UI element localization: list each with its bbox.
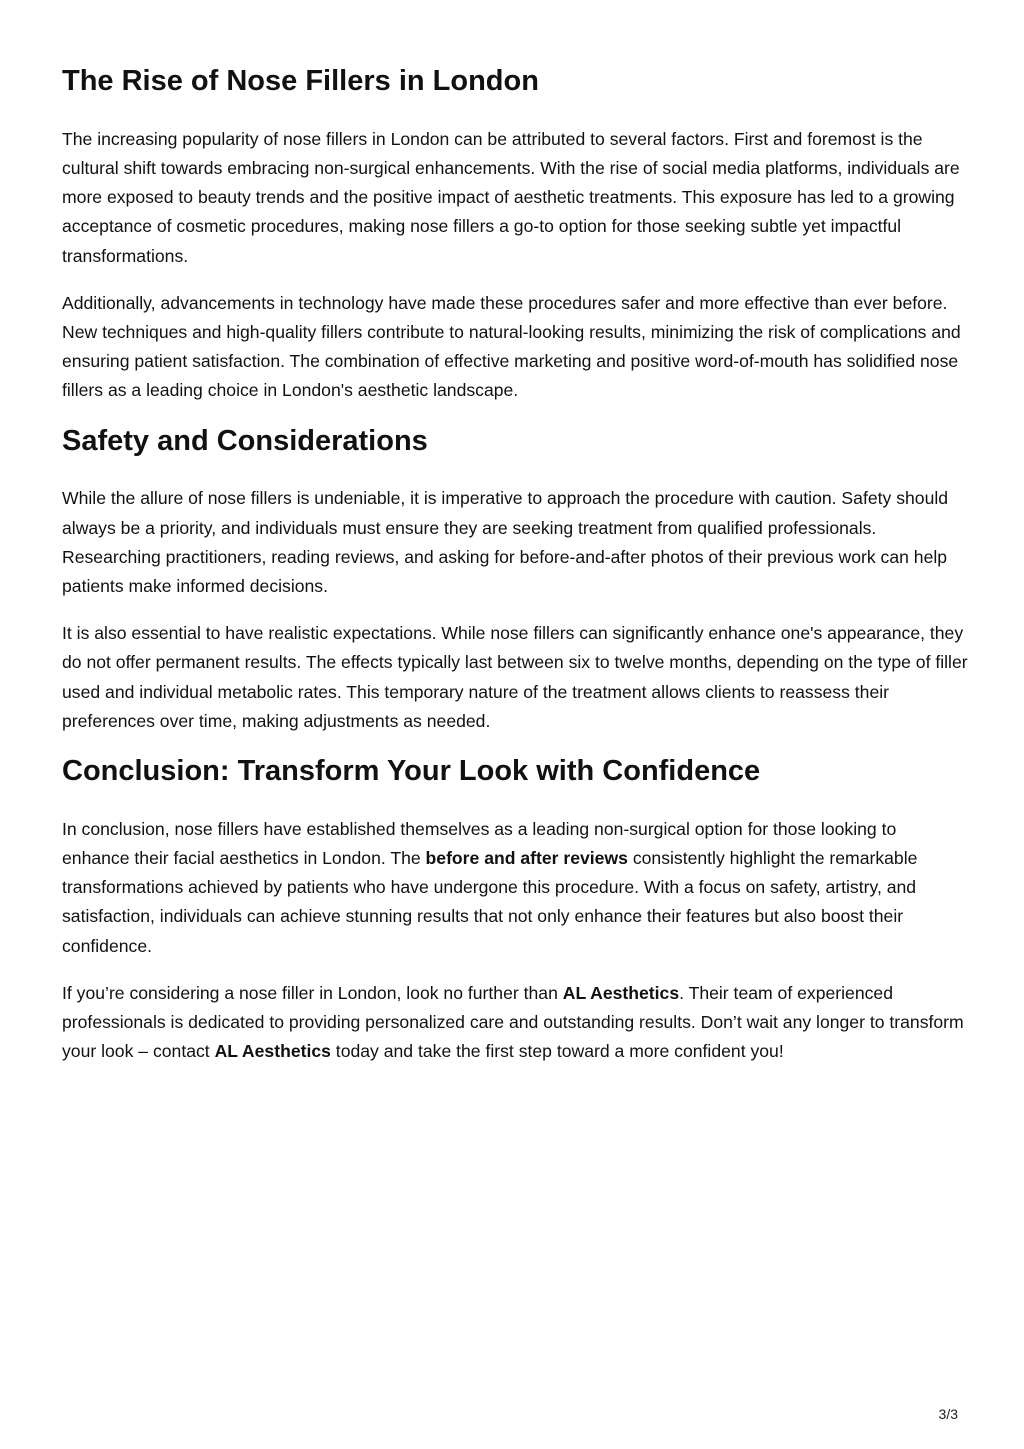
bold-phrase-before-after-reviews: before and after reviews: [425, 848, 628, 869]
section-conclusion: [62, 754, 968, 1066]
paragraph: It is also essential to have realistic expectations. While nose fillers can significantly enhance one's appearance, they do not offer permanent results. The effects typically last between six to twelve months, depending on the type of filler used and individual metabolic rates. This temporary nature of the treatment allows clients to reassess their preferences over time, making adjustments as needed.: [62, 623, 968, 731]
section-heading: The Rise of Nose Fillers in London: [62, 65, 539, 97]
bold-brand-name: AL Aesthetics: [214, 1041, 331, 1062]
section-safety-considerations: [62, 424, 968, 736]
paragraph: While the allure of nose fillers is undeniable, it is imperative to approach the procedure with caution. Safety should always be a priority, and individuals must ensure they are seeking treatment from qualified professionals. Researching practitioners, reading reviews, and asking for before-and-after photos of their previous work can help patients make informed decisions.: [62, 488, 949, 597]
document-page: [62, 64, 968, 1084]
bold-brand-name: AL Aesthetics: [562, 982, 680, 1003]
text-run: consistently highlight the remarkable transformations achieved by patients who have undergone this procedure. With a focus on safety, artistry, and satisfaction, individuals can achieve stunning results that not only enhance their features but also boost their confidence.: [62, 848, 918, 956]
paragraph: The increasing popularity of nose fillers in London can be attributed to several factors. First and foremost is the cultural shift towards embracing non-surgical enhancements. With the rise of social media platforms, individuals are more exposed to beauty trends and the positive impact of aesthetic treatments. This exposure has led to a growing acceptance of cosmetic procedures, making nose fillers a go-to option for those seeking subtle yet impactful transformations.: [62, 128, 960, 266]
paragraph: [62, 815, 968, 961]
text-run: today and take the first step toward a more confident you!: [330, 1041, 784, 1062]
section-rise-of-nose-fillers: [62, 64, 968, 406]
text-run: In conclusion, nose fillers have established themselves as a leading non-surgical option for those looking to enhance their facial aesthetics in London. The: [62, 818, 897, 869]
paragraph: Additionally, advancements in technology have made these procedures safer and more effective than ever before. New techniques and high-quality fillers contribute to natural-looking results, minimizing the risk of complications and ensuring patient satisfaction. The combination of effective marketing and positive word-of-mouth has solidified nose fillers as a leading choice in London's aesthetic landscape.: [62, 292, 961, 401]
section-heading: Safety and Considerations: [62, 424, 428, 457]
text-run: If you’re considering a nose filler in London, look no further than: [62, 982, 563, 1003]
page-number: 3/3: [938, 1406, 958, 1422]
text-run: . Their team of experienced professionals is dedicated to providing personalized care and outstanding results. Don’t wait any longer to transform your look – contact: [62, 982, 964, 1062]
section-heading: Conclusion: Transform Your Look with Confidence: [62, 755, 761, 788]
paragraph: [62, 979, 968, 1067]
